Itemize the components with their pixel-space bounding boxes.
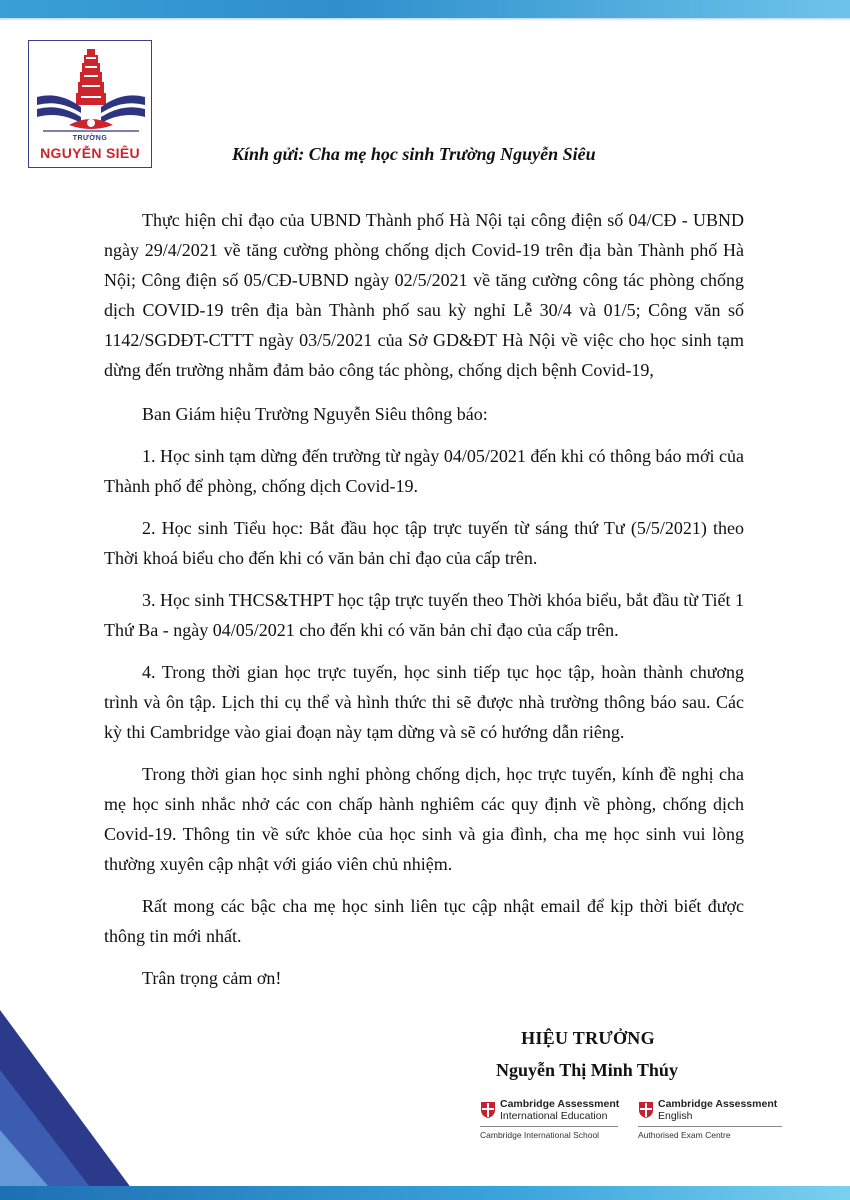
cambridge-left-line2: International Education xyxy=(500,1110,608,1122)
logo-school-name: NGUYỄN SIÊU xyxy=(40,145,140,161)
paragraph-item-3: 3. Học sinh THCS&THPT học tập trực tuyến theo Thời khóa biểu, bắt đầu từ Tiết 1 Thứ Ba - ngày 04/05/2021 cho đến khi có văn bản chỉ đạo của cấp trên. xyxy=(104,590,744,640)
cambridge-right-rule xyxy=(638,1126,782,1127)
paragraph-request: Trong thời gian học sinh nghỉ phòng chống dịch, học trực tuyến, kính đề nghị cha mẹ học sinh nhắc nhở các con chấp hành nghiêm các quy định về phòng, chống dịch Covid-19. Thông tin về sức khỏe của học sinh và gia đình, cha mẹ học sinh vui lòng thường xuyên cập nhật với giáo viên chủ nhiệm. xyxy=(104,764,744,874)
cambridge-right-line2: English xyxy=(658,1110,693,1122)
school-logo xyxy=(28,40,152,168)
cambridge-left-footer: Cambridge International School xyxy=(480,1130,600,1140)
salutation: Kính gửi: Cha mẹ học sinh Trường Nguyễn Siêu xyxy=(232,144,596,164)
top-band-shadow xyxy=(0,18,850,21)
paragraph-thanks: Trân trọng cảm ơn! xyxy=(142,968,282,988)
letter-body xyxy=(104,205,744,1005)
cambridge-shield-icon xyxy=(480,1101,496,1119)
cambridge-left-line1: Cambridge Assessment xyxy=(500,1098,620,1110)
paragraph-email: Rất mong các bậc cha mẹ học sinh liên tục cập nhật email để kịp thời biết được thông tin mới nhất. xyxy=(104,896,744,946)
paragraph-item-2: 2. Học sinh Tiểu học: Bắt đầu học tập trực tuyến từ sáng thứ Tư (5/5/2021) theo Thời khoá biểu cho đến khi có văn bản chỉ đạo của cấp trên. xyxy=(104,518,744,568)
cambridge-right-line1: Cambridge Assessment xyxy=(658,1098,778,1110)
cambridge-right-footer: Authorised Exam Centre xyxy=(638,1130,731,1140)
top-decorative-band xyxy=(0,0,850,18)
paragraph-item-4: 4. Trong thời gian học trực tuyến, học sinh tiếp tục học tập, hoàn thành chương trình và ôn tập. Lịch thi cụ thể và hình thức thi sẽ được nhà trường thông báo sau. Các kỳ thi Cambridge vào giai đoạn này tạm dừng và sẽ có hướng dẫn riêng. xyxy=(104,662,744,742)
paragraph-intro: Thực hiện chỉ đạo của UBND Thành phố Hà Nội tại công điện số 04/CĐ - UBND ngày 29/4/2021 về tăng cường phòng chống dịch Covid-19 trên địa bàn Thành phố Hà Nội; Công điện số 05/CĐ-UBND ngày 02/5/2021 về tăng cường công tác phòng chống dịch COVID-19 trên địa bàn Thành phố sau kỳ nghỉ Lễ 30/4 và 01/5; Công văn số 1142/SGDĐT-CTTT ngày 03/5/2021 của Sở GD&ĐT Hà Nội về việc cho học sinh tạm dừng đến trường nhằm đảm bảo công tác phòng, chống dịch bệnh Covid-19, xyxy=(104,210,744,380)
cambridge-shield-icon xyxy=(638,1101,654,1119)
bottom-decorative-band xyxy=(0,1186,850,1200)
signature-title: HIỆU TRƯỞNG xyxy=(521,1028,655,1048)
cambridge-left-rule xyxy=(480,1126,618,1127)
paragraph-announcement: Ban Giám hiệu Trường Nguyễn Siêu thông báo: xyxy=(142,404,488,424)
corner-decoration xyxy=(0,1000,140,1200)
logo-small-text: TRƯỜNG xyxy=(72,135,108,142)
signature-name: Nguyễn Thị Minh Thúy xyxy=(496,1060,678,1080)
paragraph-item-1: 1. Học sinh tạm dừng đến trường từ ngày 04/05/2021 đến khi có thông báo mới của Thành phố để phòng, chống dịch Covid-19. xyxy=(104,446,744,496)
